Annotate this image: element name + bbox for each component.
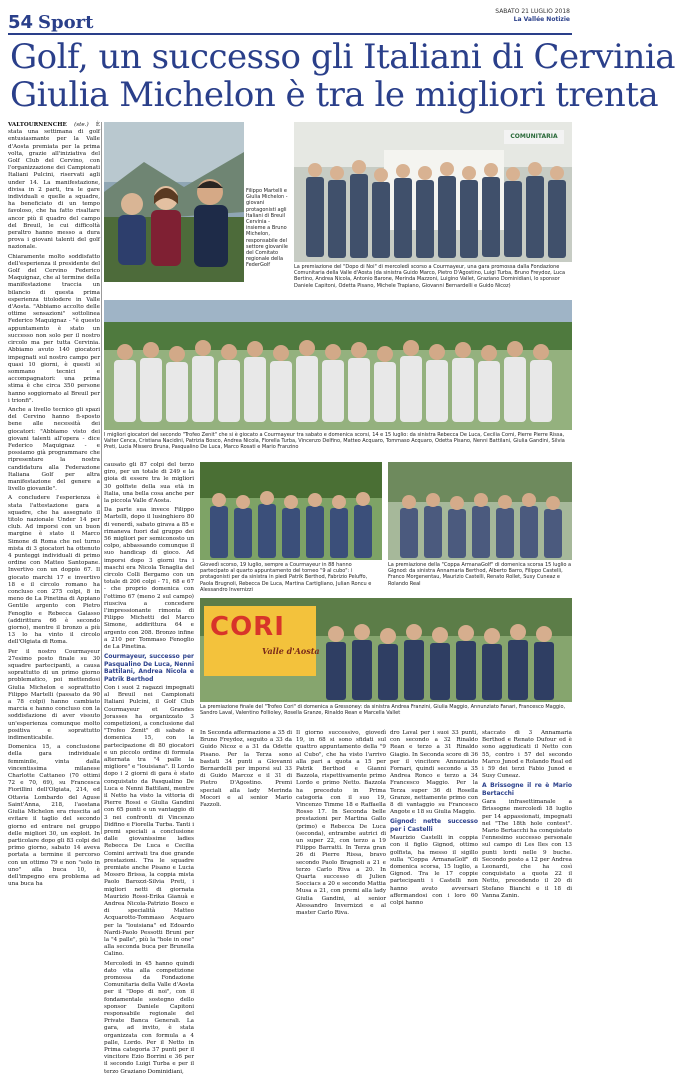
author: (ste.) — [74, 122, 89, 128]
headline-line-1: Golf, un successo gli Italiani di Cervinia — [10, 37, 675, 77]
paragraph: Con i suoi 2 ragazzi impegnati al Breuil nei Campionati Italiani Pulcini, il Golf Club Courmayeur et Grandes Jorasses ha organizzato 3 competizioni, a conclusione dal "Trofeo Zenit" di sabato e domenica 15, con la partecipazione di 80 giocatori e un piccolo ordine di formula alternata tra "4 palle la migliore" e "louisiana". Il Lordo dopo i 2 giorni di gara è stato conquistato da Pasqualino De Luca e Nenni Battilani, mentre il Netto ha visto la vittoria di Pierre Rossi e Giulia Gandini con 65 punti e un vantaggio di 3 nei confronti di Vincenzo Didfino e Fiorella Turba. Tanti i premi speciali a conclusione dalle giovanissime ladies Rebecca De Luca e Cecilia Comini arrivati tra due grande prestazioni. Tra le squadre premiate anche Pisano e Lucia Mossro Brissa, la coppia mista Paolo Barozzi-Silvia Preti, i migliori netti di giornata Maurizio Rossi-Erika Gianuà e Andrea Nicola-Patrizio Bosco e di specialità Matteo Acquarotto-Tommaso Acquaro per la "louisiana" ed Edoardo Nardi-Paolo Pessotti Bruni per la "4 palle", più la "hole in one" alla seconda buca per Brunella Calino. — [104, 684, 194, 958]
paragraph: Per il nostro Courmayeur 27esimo posto finale su 30 squadre partecipanti, a causa soprattutto di un primo giorno problematico, poi mettendosi Giulia Michelon e soprattutto Filippo Martelli (passato da 90 a 78 colpi) hanno cambiato marcia e hanno concluso con la soddisfazione di aver vissuto un'esperienza comunque molto positiva e soprattutto indimenticabile. — [8, 648, 100, 742]
paragraph: Il giorno successivo, giovedì 19, in 68 si sono sfidati sul quattro appuntamento della "9 al Cubo", che ha visto l'arrivo alla pari a quota a 15 per Patrik Berthod e Gianni Bazzola, rispettivamente primo Lordo e primo Netto. Bazzola ha preceduto in Prima categoria con il suo 19, Vincenzo Timme 18 e Raffaella Rosso 17. In Seconda belle prestazioni per Martina Gallo (primo) e Rebecca De Luca (seconda), entrambe autrici di un super 22, con terzo a 19 Filippo Barratti. In Terza gran 26 di Pierre Rissa, bravo secondo Paolo Bragnoli a 21 e terzo Carlo Riva a 20. In Quarta successo di Julien Socciacs a 20 e secondo Mattia Musa a 21, con premi alla lady Giulia Gandini, al senior Alessandro Invernizzi e al master Carlo Riva. — [296, 730, 386, 917]
paragraph: In Seconda affermazione a 35 di Bruno Freydoz, seguito a 33 da Guido Nicoz e a 31 da Odette Pisano. Per la Terza sono bastati 34 punti a Giovanni Bernardelli per imporsi sul 33 di Guido Marcoz e il 31 di Pietro D'Agostino. Premi speciali alla lady Merinda Mocori e al senior Mario Fazzoli. — [200, 730, 292, 809]
issue-meta — [495, 8, 570, 24]
article-column-5 — [390, 730, 478, 907]
article-column-2-top — [104, 282, 194, 298]
ceremony-caption: La premiazione del "Dopo di Noi" di mercoledì scorso a Courmayeur, una gara promossa dalla Fondazione Comunitaria della Valle d'Aosta (da sinistra Guido Marco, Pietro D'Agostino, Luigi Turba, Bruno Freydoz, Luca Bertino, Andrea Nicola, Antonio Barone, Merinda Mazzoni, Luigino Vallet, Graziano Dominidiani, lo sponsor Daniele Capitoni, Odetta Pisano, Michele Trapiano, Giovanni Bernardelli e Guido Nicoz) — [294, 264, 566, 289]
header-rule — [8, 33, 572, 35]
paragraph: Gara infrasettimanale a Brissogne mercoledì 18 luglio per 14 appassionati, impegnati nel "The 18th hole contest". Mario Bertacchi ha conquistato l'ennesimo successo personale sul campo di Les Iles con 13 punti lordi nelle 9 buche. Secondo posto a 12 per Andrea Leonardi, che ha così conquistato a quota 22 il Netto, precedendo il 20 di Stefano Bianchi e il 18 di Vanna Zanin. — [482, 799, 572, 899]
paragraph: causato gli 87 colpi del terzo giro, per un totale di 249 e la gioia di essere tra le migliori 30 golfiste della sua età in Italia, una bella cosa anche per la piccola Valle d'Aosta. — [104, 462, 194, 505]
headline-line-2: Giulia Michelon è tra le migliori trenta — [10, 75, 659, 115]
article-column-2 — [104, 462, 194, 1075]
article-column-1 — [8, 122, 101, 888]
coppa-photo — [388, 462, 572, 560]
subheading-gignod: Gignod: nette successo per i Castelli — [390, 818, 478, 833]
coppa-caption: La premiazione della "Coppa ArmanaGolf" di domenica scorsa 15 luglio a Gignod: da sinistra Annamaria Berthod, Alberto Barro, Filippo Castelli, Franco Morgenentau, Maurizio Castelli, Renato Rollet, Susy Cuneaz e Rolando Real — [388, 562, 572, 587]
article-column-6 — [482, 730, 572, 899]
cori-banner-sub: Valle d'Aosta — [262, 646, 320, 656]
paragraph: Chiaramente molto soddisfatto dell'esperienza il presidente del Golf del Cervino Federico Maquignaz, che al termine della manifestazione traccia un bilancio di questa prima esperienza titolodere in Valle d'Aosta. "Abbiamo accolto delle ottime sensazioni" sottolinea Federico Maquignaz - "è questo appuntamento è stato un successo non solo per il nostro circolo ma per tutta Cervinia. Abbiamo avuto 140 giocatori impegnati sul nostro campo per quasi 10 giorni, è questi si sommano tecnici e accompagnatori: una prima stima è che circa 350 persone hanno soggiornato al Breuil per i trionfi". — [8, 253, 100, 404]
paragraph: È stata una settimana di golf entusiasmante per la Valle d'Aosta premiata per la prima volta, grazie all'iniziativa del Golf Club del Cervino, con l'organizzazione dei Campionati Italiani Pulcini, riservati agli under 14. La manifestazione, divisa in 2 parti, tra le gare individuali e quelle a squadre, ha beneficiato di un tempo favoloso, che ha fatto risaltare ancor più il quadro del campo del Breuil, le cui difficoltà peraltro hanno messo a dura prova i giovani talenti del golf nazionale. — [8, 122, 101, 251]
portrait-caption: Filippo Martelli e Giulia Michelon - giovani protagonisti agli Italiani di Breuil Cervinia - insieme a Bruno Michelon, responsabile del settore giovanile del Comitato regionale della FederGolf — [246, 188, 288, 269]
subheading-courmayeur: Courmayeur, successo per Pasqualino De Luca, Nenni Battilani, Andrea Nicola e Patrik Berthod — [104, 653, 194, 683]
trofeo-cori-caption: La premiazione finale del "Trofeo Cori" di domenica a Gressoney: da sinistra Andrea Franzini, Giulia Maggio, Annunziato Fanari, Francesco Maggio, Sandro Laval, Valentino Follioley, Rosella Granze, Rinaldo Rean e Marcella Vallet — [200, 704, 566, 717]
column-divider — [101, 122, 102, 834]
paragraph: Domenica 15, a conclusione della gara individuale femminile, vinta dalla vincentissima milanese Charlotte Cattaneo (70 ottimi 72 e 70, 69), su Francesca Fiorillini dell'Olgiata, 214, ed Ottavia Lombardo del Aguse Saint'Anna, 218, l'aostana Giulia Michelon era riuscita ad evitare il taglio del secondo giorno ed entrare nel gruppo delle migliori 30, un exploit. In particolare dopo gli 83 colpi del primo giorno, sabato 14 aveva portata a termine il percorso con un ottimo 79 e non "solo in uno" alla buca 10, è dell'impegno era problema ad una buca ha — [8, 744, 100, 888]
paragraph: Mercoledì in 45 hanno quindi dato vita alla competizione promossa da Fondazione Comunitaria della Valle d'Aosta per il "Dopo di noi", con il fondamentale sostegno dello sponsor Daniele Capitoni responsabile regionale del Private Banca Generali. La gara, ad invito, è stata organizzata con formula a 4 palle, Lordo. Per il Netto in Prima categoria 37 punti per il vincitore Ezio Borrini e 36 per il secondo Luigi Turba e per il terzo Graziano Dominidiani, — [104, 960, 194, 1075]
giovedi-photo — [200, 462, 382, 560]
section-title: Sport — [38, 12, 94, 33]
page-header — [0, 0, 580, 40]
cori-banner-brand: CORI — [210, 612, 285, 642]
article-column-3 — [200, 730, 292, 834]
paragraph: staccato di 3 Annamaria Berthod e Renato Dufour ed è sono aggiudicati il Netto con 55, contro i 57 del secondo Marco Junod e Rolando Real ed i 59 dei terzi Fabio Junod e Susy Cuneaz. — [482, 730, 572, 780]
paragraph: Maurizio Castelli in coppia con il figlio Gignod, ottimo golfista, ha messo il sigillo sulla "Coppa ArmanaGolf" di domenica scorsa, 15 luglio, a Gignod. Tra le 17 coppie partecipanti i Castelli non hanno avuto avversari affermandosi con i loro 60 colpi hanno — [390, 835, 478, 907]
group-players-caption: I migliori giocatori del secondo "Trofeo Zenit" che si è giocato a Courmayeur tra sabato e domenica scorsi, 14 e 15 luglio: da sinistra Rebecca De Luca, Cecilia Comi, Pierre Pierre Rissa, Valter Cenca, Cristiana Nacidini, Patrizia Bosco, Andrea Nicola, Fiorella Turba, Vincenzo Delfino, Matteo Acquaro, Tommaso Acquaro, Odetta Pisano, Nenni Battilani, Giulia Gandini, Silvia Preti, Lucia Missero Bruna, Pasqualino De Luca, Marco Rosati e Mario Franzino — [104, 432, 565, 451]
dateline: VALTOURNENCHE — [8, 122, 67, 128]
page-number: 54 — [8, 12, 34, 33]
fondazione-banner: COMUNITARIA — [504, 130, 564, 144]
article-column-4 — [296, 730, 386, 917]
paragraph: Anche a livello tecnico gli spazi del Cervino hanno fi-sposto bene alle necessità dei giocatori: "Abbiamo visto dei giovani talenti all'opera - dice Federico Maquignaz - e possiamo già programmare che ripresentare la nostra candidatura alla Federazione Italiana Golf per altra manifestazione del genere a livello giovanile". — [8, 406, 100, 493]
issue-date: SABATO 21 LUGLIO 2018 — [495, 8, 570, 15]
subheading-brissogne: A Brissogne il re è Mario Bertacchi — [482, 782, 572, 797]
giovedi-caption: Giovedì scorso, 19 luglio, sempre a Courmayeur in 88 hanno partecipato al quarto appuntamento del torneo "9 al cubo": i protagonisti per da sinistra in piedi Patrik Berthod, Fabrizio Peluffo, Paola Brugnoli, Rebecca De Luca, Martina Cartigliano, Julian Roncu e Alessandro Invernizzi — [200, 562, 372, 593]
group-players-photo — [104, 300, 572, 430]
trofeo-cori-photo — [200, 598, 572, 702]
headline — [10, 37, 675, 115]
publication-name: La Vallée Notizie — [513, 16, 570, 23]
paragraph: dro Laval per i suoi 33 punti, con secondo a 32 Rinaldo Rean e terzo a 31 Rinaldo Giagio. In Seconda score di 36 per il vincitore Annunziato Fornari, quindi secondo a 35 Andrea Ronco e terzo a 34 Francesco Maggio. Per la Terza super 36 di Rosella Granze, nettamente primo con 8 di vantaggio su Francesco Angote e 18 su Giulia Maggio. — [390, 730, 478, 816]
portrait-photo — [104, 122, 244, 282]
paragraph: Da parte sua invece Filippo Martelli, dopo il lusinghiero 80 di venerdì, sabato girava a 85 e rimaneva fuori dal gruppo dei 56 migliori per semiconosto un colpo, abbassando comunque il suo handicap di gioco. Ad imporsi dopo 3 giorni tra i maschi era Nicola Tenaglia del circolo Colli Bergamo con un totale di 206 colpi - 71, 68 e 67 - che proprio domenica con l'ottimo 67 (meno 2 sul campo) riusciva a concedere l'impressionante rimonta di Filippo Michetti del Marco Simone, addirittura 64 e argento con 208. Bronzo infine a 210 per Tommaso Fenoglio de La Pinetina. — [104, 507, 194, 651]
award-ceremony-photo — [294, 122, 572, 262]
paragraph: A concludere l'esperienza è stata l'attestazione gara a squadre, che ha assegnato il titolo nazionale Under 14 per club. Ad imporsi con un buon margine è stato il Marco Simone di Roma che nel turno mista di 3 giocatori ha ottenuto 4 punteggi individuali di primo ordine con Matteo Santopane. Invertivo con un doppio 67. Il giocato marchi 17 e invertivo 18 e il circolo romano ha concluso con 275 colpi, 8 in meno de La Pinetina di Appiano Gentile argento con Pietro Fenoglio e Rebecca Galasso (addirittura 66 è secondo giorno), mentre il bronzo a più 13 lo ha vinto il circolo dell'Olgiata di Roma. — [8, 495, 100, 646]
